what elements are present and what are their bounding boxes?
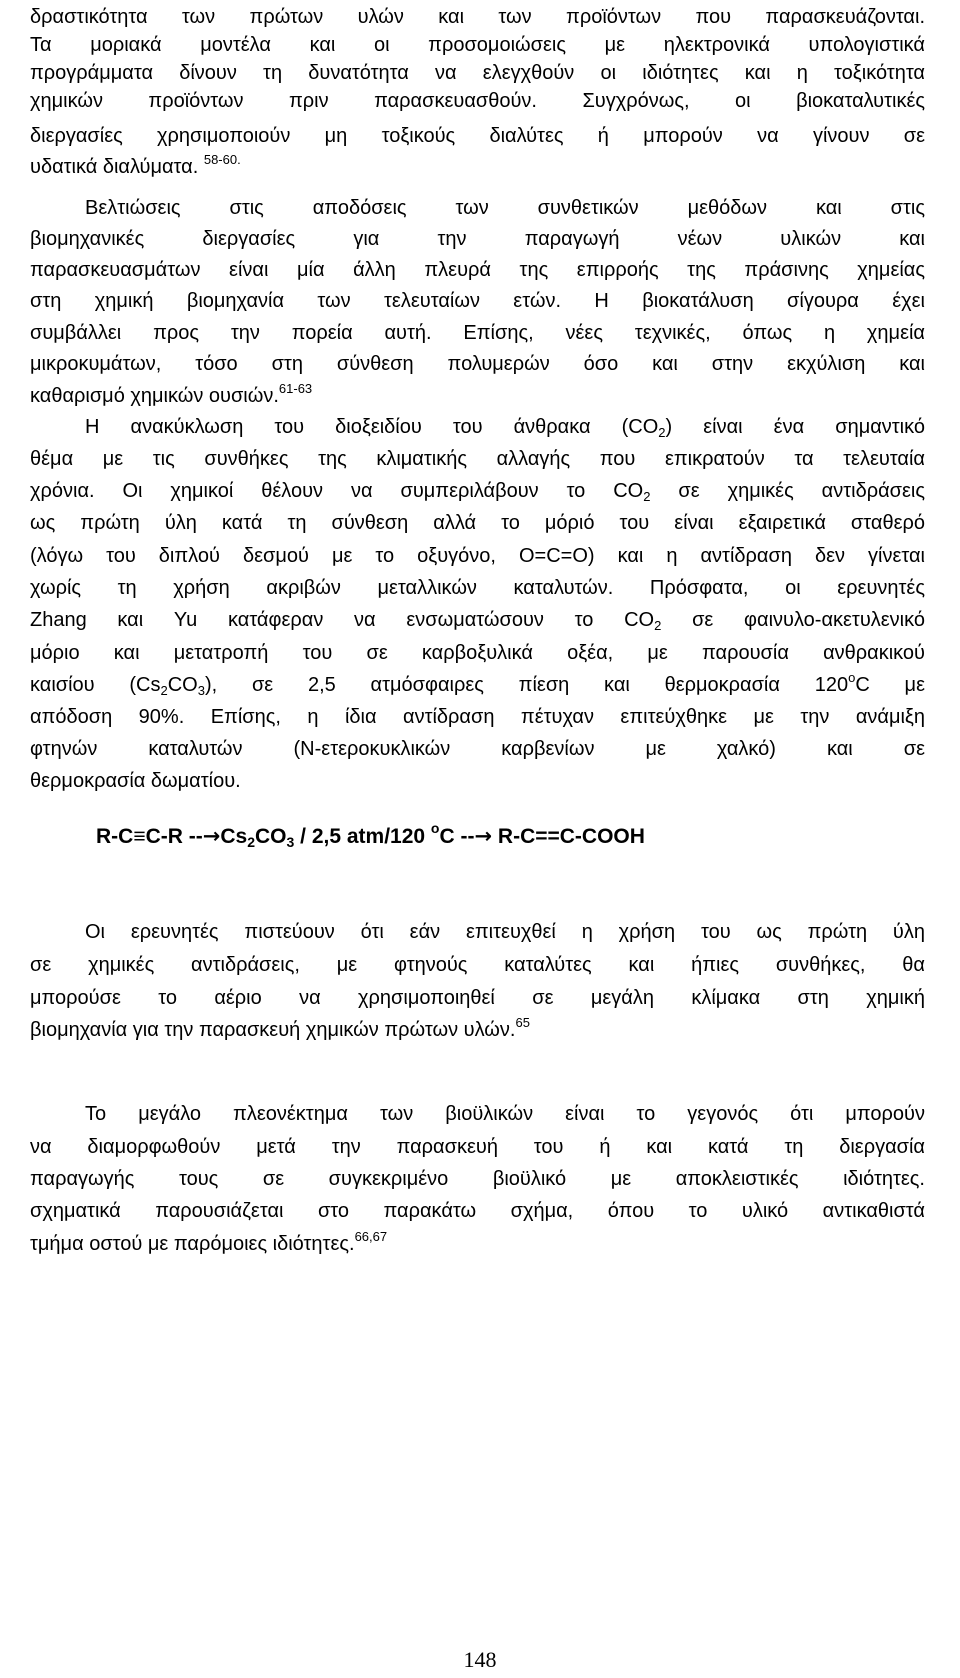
text-line: απόδοση 90%. Επίσης, η ίδια αντίδραση πέτυχαν επιτεύχθηκε με την ανάμιξη xyxy=(30,706,925,728)
text-line: φτηνών καταλυτών (Ν-ετεροκυκλικών καρβενίων με χαλκό) και σε xyxy=(30,738,925,760)
text-line: διεργασίες χρησιμοποιούν μη τοξικούς διαλύτες ή μπορούν να γίνουν σε xyxy=(30,125,925,147)
text-line: στη χημική βιομηχανία των τελευταίων ετών. Η βιοκατάλυση σίγουρα έχει xyxy=(30,290,925,312)
text-line: καισίου $(Cs_2CO_3)$, σε 2,5 ατμόσφαιρες πίεση και θερμοκρασία 120$^o$C με xyxy=(30,670,925,698)
text-line: (λόγω του διπλού δεσμού με το οξυγόνο, O=C=O) και η αντίδραση δεν γίνεται xyxy=(30,545,925,567)
text-line: να διαμορφωθούν μετά την παρασκευή του ή και κατά τη διεργασία xyxy=(30,1136,925,1158)
text-line: Οι ερευνητές πιστεύουν ότι εάν επιτευχθεί η χρήση του ως πρώτη ύλη xyxy=(85,921,925,943)
citation: 66,67 xyxy=(354,1229,388,1244)
citation: 61-63 xyxy=(278,381,313,396)
text-line: παραγωγής τους σε συγκεκριμένο βιοϋλικό με αποκλειστικές ιδιότητες. xyxy=(30,1168,925,1190)
text-line: τμήμα οστού με παρόμοιες ιδιότητες.$^{66,67}$ xyxy=(30,1229,388,1255)
text-line: θερμοκρασία δωματίου. xyxy=(30,770,241,792)
text-line: υδατικά διαλύματα. $^{58-60.}$ xyxy=(30,152,241,178)
text-line: δραστικότητα των πρώτων υλών και των προϊόντων που παρασκευάζονται. xyxy=(30,6,925,28)
arrow-icon: → xyxy=(202,824,221,848)
text-line: καθαρισμό χημικών ουσιών.$^{61-63}$ xyxy=(30,381,313,407)
text-line: Τα μοριακά μοντέλα και οι προσομοιώσεις με ηλεκτρονικά υπολογιστικά xyxy=(30,34,925,56)
text-line: ως πρώτη ύλη κατά τη σύνθεση αλλά το μόριό του είναι εξαιρετικά σταθερό xyxy=(30,512,925,534)
citation: 58-60. xyxy=(203,152,241,167)
text-line: σε χημικές αντιδράσεις, με φτηνούς καταλύτες και ήπιες συνθήκες, θα xyxy=(30,954,925,976)
text-line: μικροκυμάτων, τόσο στη σύνθεση πολυμερών όσο και στην εκχύλιση και xyxy=(30,353,925,375)
text-line: θέμα με τις συνθήκες της κλιματικής αλλαγής που επικρατούν τα τελευταία xyxy=(30,448,925,470)
document-page xyxy=(30,0,925,1678)
text-line: Η ανακύκλωση του διοξειδίου του άνθρακα $(CO_2)$ είναι ένα σημαντικό xyxy=(85,416,926,440)
text-line: Zhang και Yu κατάφεραν να ενσωματώσουν το $CO_2$ σε φαινυλο-ακετυλενικό xyxy=(30,609,925,633)
page-number: 148 xyxy=(463,1647,497,1672)
text-line: Το μεγάλο πλεονέκτημα των βιοϋλικών είναι το γεγονός ότι μπορούν xyxy=(85,1103,925,1125)
text-line: χωρίς τη χρήση ακριβών μεταλλικών καταλυτών. Πρόσφατα, οι ερευνητές xyxy=(30,577,925,599)
text-line: βιομηχανία για την παρασκευή χημικών πρώτων υλών.$^{65}$ xyxy=(30,1015,530,1041)
citation: 65 xyxy=(515,1015,530,1030)
arrow-icon: → xyxy=(474,824,493,848)
text-line: χημικών προϊόντων πριν παρασκευασθούν. Συγχρόνως, οι βιοκαταλυτικές xyxy=(30,90,925,112)
text-line: Βελτιώσεις στις αποδόσεις των συνθετικών μεθόδων και στις xyxy=(85,197,925,219)
text-line: βιομηχανικές διεργασίες για την παραγωγή νέων υλικών και xyxy=(30,228,925,250)
text-line: μπορούσε το αέριο να χρησιμοποιηθεί σε μεγάλη κλίμακα στη χημική xyxy=(30,987,925,1009)
text-line: χρόνια. Οι χημικοί θέλουν να συμπεριλάβουν το $CO_2$ σε χημικές αντιδράσεις xyxy=(30,480,925,504)
text-line: μόριο και μετατροπή του σε καρβοξυλικά οξέα, με παρουσία ανθρακικού xyxy=(30,642,925,664)
text-line: παρασκευασμάτων είναι μία άλλη πλευρά της επιρροής της πράσινης χημείας xyxy=(30,259,925,281)
text-line: σχηματικά παρουσιάζεται στο παρακάτω σχήμα, όπου το υλικό αντικαθιστά xyxy=(30,1200,925,1222)
triple-bond-symbol: ≡ xyxy=(133,825,146,848)
text-line: συμβάλλει προς την πορεία αυτή. Επίσης, νέες τεχνικές, όπως η χημεία xyxy=(30,322,925,344)
reaction-equation: R-C≡C-R --→Cs2CO3 / 2,5 atm/120 $^o$C --→ R-C==C-COOH xyxy=(96,820,645,850)
text-line: προγράμματα δίνουν τη δυνατότητα να ελεγχθούν οι ιδιότητες και η τοξικότητα xyxy=(30,62,925,84)
